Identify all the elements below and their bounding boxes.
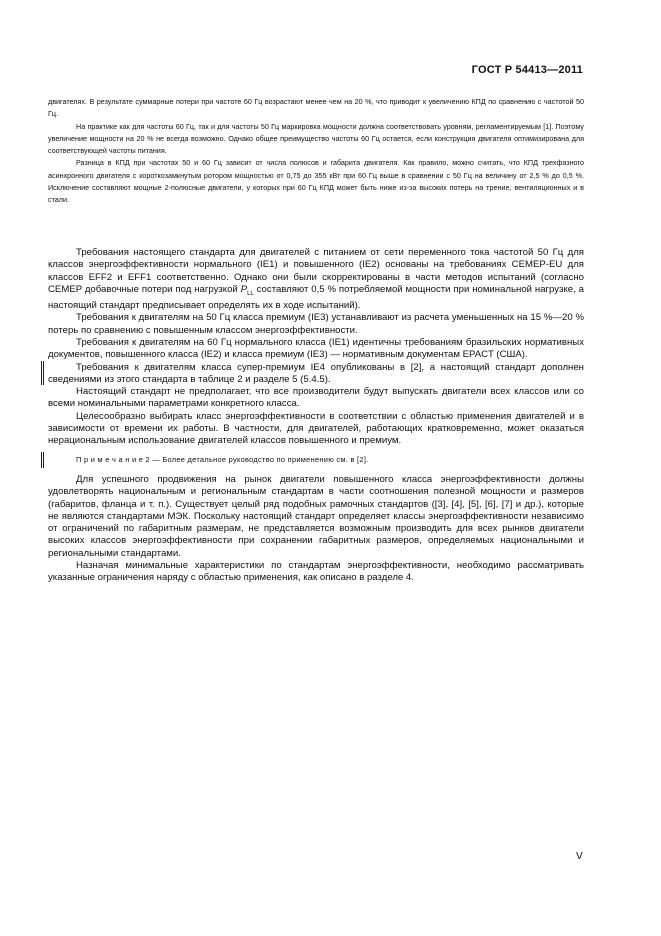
small-paragraph-2: На практике как для частоты 60 Гц, так и для частоты 50 Гц маркировка мощности должна соответствовать уровням, регламентируемым [1]. Поэтому увеличение мощности на 20 % не всегда возможно. Однако общее преимущество частоты 60 Гц остается, если конструкция двигателя оптимизирована для соответствующей частоты питания.	[48, 121, 584, 156]
document-header: ГОСТ Р 54413—2011	[471, 64, 583, 76]
main-paragraph-1	[48, 247, 584, 312]
main-paragraph-5: Настоящий стандарт не предполагает, что все производители будут выпускать двигатели всех классов или со всеми номинальными параметрами конкретного класса.	[48, 386, 584, 410]
main-text-block-2	[48, 474, 584, 585]
small-paragraph-1: двигателях. В результате суммарные потери при частоте 60 Гц возрастают менее чем на 20 %, что приводит к увеличению КПД по сравнению с частотой 50 Гц.	[48, 97, 584, 119]
change-bar-2	[41, 452, 44, 468]
main-paragraph-1-start: Требования настоящего стандарта для двигателей с питанием от сети переменного тока частотой 50 Гц для классов энергоэффективности нормального (IE1) и повышенного (IE2) основаны на требованиях CEMEP-EU для классов EFF2 и EFF1 соответственно. Однако они были скорректированы в части методов испытаний (согласно CEMEP добавочные потери под нагрузкой	[48, 247, 584, 295]
symbol-subscript: LL	[247, 290, 254, 297]
main-text-block	[48, 247, 584, 448]
main-paragraph-4: Требования к двигателям класса супер-премиум IE4 опубликованы в [2], а настоящий стандарт дополнен сведениями из этого стандарта в таблице 2 и разделе 5 (5.4.5).	[48, 361, 584, 385]
main-paragraph-8: Назначая минимальные характеристики по стандартам энергоэффективности, необходимо рассматривать указанные ограничения наряду с областью применения, как описано в разделе 4.	[48, 560, 584, 584]
change-bar-1	[41, 361, 44, 385]
main-paragraph-2: Требования к двигателям на 50 Гц класса премиум (IE3) устанавливают из расчета уменьшенных на 15 %—20 % потерь по сравнению с повышенным классом энергоэффективности.	[48, 312, 584, 336]
main-paragraph-6: Целесообразно выбирать класс энергоэффективности в соответствии с областью применения двигателей и в зависимости от времени их работы. В частности, для двигателей, работающих кратковременно, может оказаться нерациональным использование двигателей классов повышенного и премиум.	[48, 410, 584, 447]
small-paragraph-3: Разница в КПД при частотах 50 и 60 Гц зависит от числа полюсов и габарита двигателя. Как правило, можно считать, что КПД трехфазного асинхронного двигателя с короткозамкнутым ротором мощностью от 0,75 до 355 кВт при 60 Гц выше в сравнении с 50 Гц на величину от 2,5 % до 0,5 %. Исключение составляют мощные 2-полюсные двигатели, у которых при 60 Гц КПД может быть ниже из-за высоких потерь на трение, вентиляционных и в стали.	[48, 158, 584, 205]
main-paragraph-7: Для успешного продвижения на рынок двигатели повышенного класса энергоэффективности должны удовлетворять национальным и региональным стандартам в части соотношения полезной мощности и размеров (габаритов, фланца и т. п.). Существует целый ряд подобных рамочных стандартов ([3], [4], [5], [6], [7] и др.), которые не являются стандартами МЭК. Поскольку настоящий стандарт определяет классы энергоэффективности независимо от ограничений по габаритным размерам, не представляется возможным производить для всех рынков двигатели высоких классов энергоэффективности при сохранении габаритных размеров, определяемых национальными и региональными стандартами.	[48, 474, 584, 559]
note-2: П р и м е ч а н и е 2 — Более детальное руководство по применению см. в [2].	[76, 455, 369, 464]
small-text-block	[48, 96, 584, 207]
page-number: V	[576, 851, 583, 862]
main-paragraph-1-end: составляют 0,5 % потребляемой мощности при номинальной нагрузке, а настоящий стандарт предписывает определять их в ходе испытаний).	[48, 283, 584, 312]
main-paragraph-3: Требования к двигателям на 60 Гц нормального класса (IE1) идентичны требованиям бразильских нормативных документов, повышенного класса (IE2) и класса премиум (IE3) — нормативным документам EPACT (США).	[48, 336, 584, 361]
symbol-p: P	[240, 283, 248, 295]
